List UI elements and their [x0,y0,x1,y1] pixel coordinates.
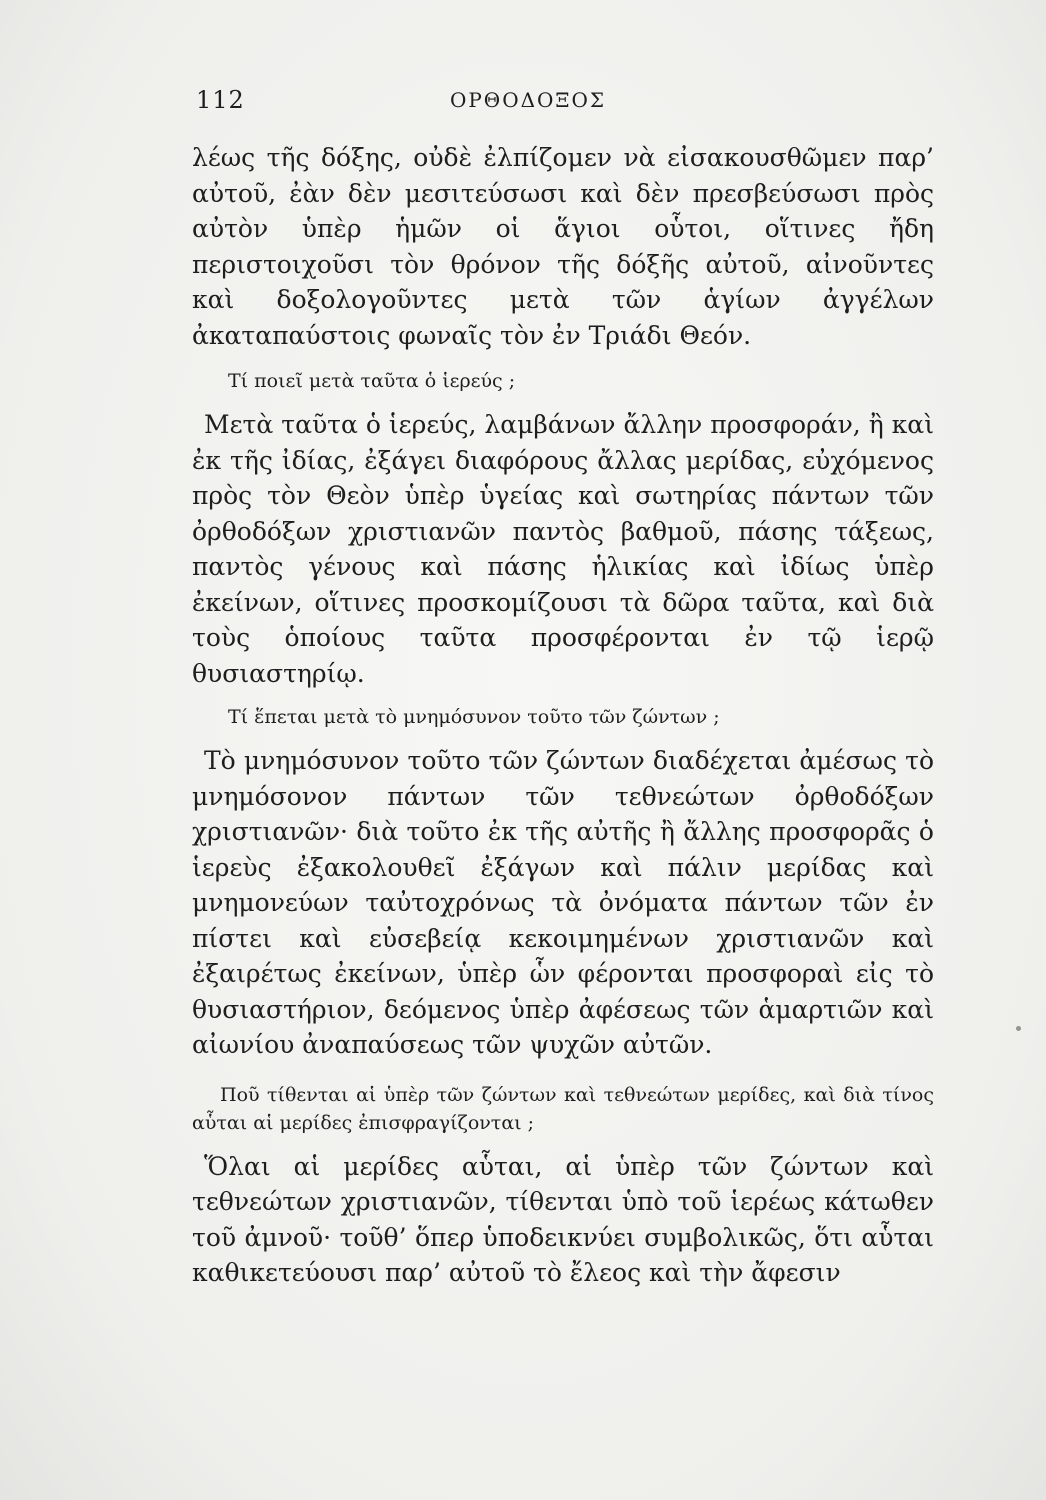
page-body [192,140,934,1291]
scan-speck [1016,1026,1021,1031]
question-3: Ποῦ τίθενται αἱ ὑπὲρ τῶν ζώντων καὶ τεθνεώτων μερίδες, καὶ διὰ τίνος αὗται αἱ μερίδες ἐπισφραγίζονται ; [192,1083,934,1134]
running-title: ΟΡΘΟΔΟΞΟΣ [449,88,607,112]
paragraph-4: Ὅλαι αἱ μερίδες αὗται, αἱ ὑπὲρ τῶν ζώντων καὶ τεθνεώτων χριστιανῶν, τίθενται ὑπὸ τοῦ ἱερέως κάτωθεν τοῦ ἀμνοῦ· τοῦθ’ ὅπερ ὑποδεικνύει συμβολικῶς, ὅτι αὗται καθικετεύουσι παρ’ αὐτοῦ τὸ ἔλεος καὶ τὴν ἄφεσιν [192,1151,934,1287]
paragraph-1: λέως τῆς δόξης, οὐδὲ ἐλπίζομεν νὰ εἰσακουσθῶμεν παρ’ αὐτοῦ, ἐὰν δὲν μεσιτεύσωσι καὶ δὲν πρεσβεύσωσι πρὸς αὐτὸν ὑπὲρ ἡμῶν οἱ ἅγιοι οὗτοι, οἵτινες ἤδη περιστοιχοῦσι τὸν θρόνον τῆς δόξῆς αὐτοῦ, αἰνοῦντες καὶ δοξολογοῦντες μετὰ τῶν ἁγίων ἀγγέλων ἀκαταπαύστοις φωναῖς τὸν ἐν Τριάδι Θεόν. [192,143,934,350]
question-2: Τί ἕπεται μετὰ τὸ μνημόσυνον τοῦτο τῶν ζώντων ; [228,706,720,728]
question-1: Τί ποιεῖ μετὰ ταῦτα ὁ ἱερεύς ; [228,370,516,392]
paragraph-3: Τὸ μνημόσυνον τοῦτο τῶν ζώντων διαδέχεται ἀμέσως τὸ μνημόσονον πάντων τῶν τεθνεώτων ὀρθοδόξων χριστιανῶν· διὰ τοῦτο ἐκ τῆς αὐτῆς ἢ ἄλλης προσφορᾶς ὁ ἱερεὺς ἐξακολουθεῖ ἐξάγων καὶ πάλιν μερίδας καὶ μνημονεύων ταὐτοχρόνως τὰ ὀνόματα πάντων τῶν ἐν πίστει καὶ εὐσεβείᾳ κεκοιμημένων χριστιανῶν καὶ ἐξαιρέτως ἐκείνων, ὑπὲρ ὧν φέρονται προσφοραὶ εἰς τὸ θυσιαστήριον, δεόμενος ὑπὲρ ἀφέσεως τῶν ἁμαρτιῶν καὶ αἰωνίου ἀναπαύσεως τῶν ψυχῶν αὐτῶν. [192,746,934,1059]
page-number: 112 [196,86,245,114]
page-header [196,86,860,122]
paragraph-2: Μετὰ ταῦτα ὁ ἱερεύς, λαμβάνων ἄλλην προσφοράν, ἢ καὶ ἐκ τῆς ἰδίας, ἐξάγει διαφόρους ἄλλας μερίδας, εὐχόμενος πρὸς τὸν Θεὸν ὑπὲρ ὑγείας καὶ σωτηρίας πάντων τῶν ὀρθοδόξων χριστιανῶν παντὸς βαθμοῦ, πάσης τάξεως, παντὸς γένους καὶ πάσης ἡλικίας καὶ ἰδίως ὑπὲρ ἐκείνων, οἵτινες προσκομίζουσι τὰ δῶρα ταῦτα, καὶ διὰ τοὺς ὁποίους ταῦτα προσφέρονται ἐν τῷ ἱερῷ θυσιαστηρίῳ. [192,410,934,688]
